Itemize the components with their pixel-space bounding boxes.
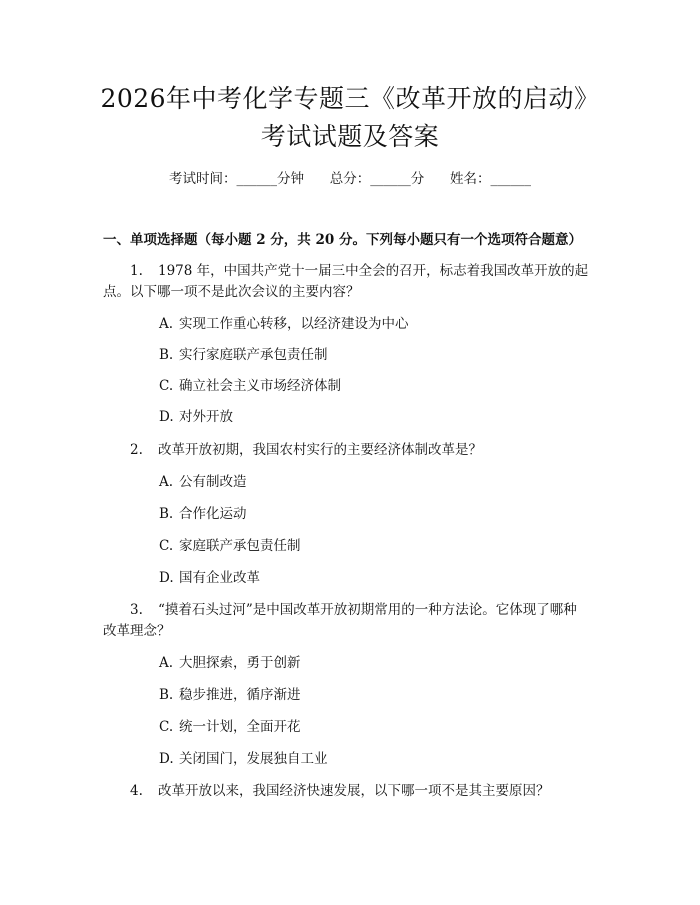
option-text: 实行家庭联产承包责任制 [179,347,328,363]
page-title: 2026年中考化学专题三《改革开放的启动》 [100,84,600,113]
option-letter: D. [159,570,174,586]
section-heading: 一、单项选择题（每小题 2 分，共 20 分。下列每小题只有一个选项符合题意） [103,232,582,248]
question-3-option-a [159,654,301,672]
option-letter: A. [159,655,174,671]
page-subtitle: 考试试题及答案 [260,122,440,151]
question-number: 1. [130,263,143,279]
question-2-option-d [159,569,260,587]
option-text: 公有制改造 [179,474,247,490]
exam-info: 考试时间：______分钟 总分：______分 姓名：______ [169,171,531,187]
question-2-option-b [159,505,247,523]
question-1-option-a [159,315,409,333]
question-2-option-a [159,473,247,491]
question-number: 4. [130,783,143,799]
question-text: 改革开放初期，我国农村实行的主要经济体制改革是？ [158,442,482,458]
question-3-line-1 [130,601,577,619]
option-letter: C. [159,719,174,735]
option-letter: C. [159,378,174,394]
option-letter: A. [159,316,174,332]
question-1-line-2: 点。以下哪一项不是此次会议的主要内容？ [103,284,360,300]
question-1-option-c [159,377,341,395]
question-3-option-d [159,750,328,768]
option-letter: B. [159,347,174,363]
option-letter: B. [159,506,174,522]
question-3-option-b [159,686,301,704]
question-number: 3. [130,602,143,618]
option-letter: D. [159,751,174,767]
option-text: 统一计划，全面开花 [179,719,301,735]
question-text: 1978 年，中国共产党十一届三中全会的召开，标志着我国改革开放的起 [158,263,589,279]
option-text: 国有企业改革 [179,570,260,586]
option-letter: C. [159,538,174,554]
option-text: 实现工作重心转移，以经济建设为中心 [179,316,409,332]
question-4-line-1 [130,782,550,800]
option-letter: A. [159,474,174,490]
option-letter: B. [159,687,174,703]
option-text: 家庭联产承包责任制 [179,538,301,554]
question-1-option-b [159,346,328,364]
question-2-line-1 [130,441,482,459]
option-text: 合作化运动 [179,506,247,522]
option-text: 对外开放 [179,409,233,425]
question-text: “摸着石头过河”是中国改革开放初期常用的一种方法论。它体现了哪种 [158,602,577,618]
question-number: 2. [130,442,143,458]
option-text: 大胆探索，勇于创新 [179,655,301,671]
option-text: 确立社会主义市场经济体制 [179,378,341,394]
option-text: 稳步推进，循序渐进 [179,687,301,703]
question-1-option-d [159,408,233,426]
question-1-line-1 [130,262,588,280]
question-3-option-c [159,718,301,736]
question-2-option-c [159,537,301,555]
option-letter: D. [159,409,174,425]
option-text: 关闭国门，发展独自工业 [179,751,328,767]
question-text: 改革开放以来，我国经济快速发展，以下哪一项不是其主要原因？ [158,783,550,799]
question-3-line-2: 改革理念？ [103,623,171,639]
